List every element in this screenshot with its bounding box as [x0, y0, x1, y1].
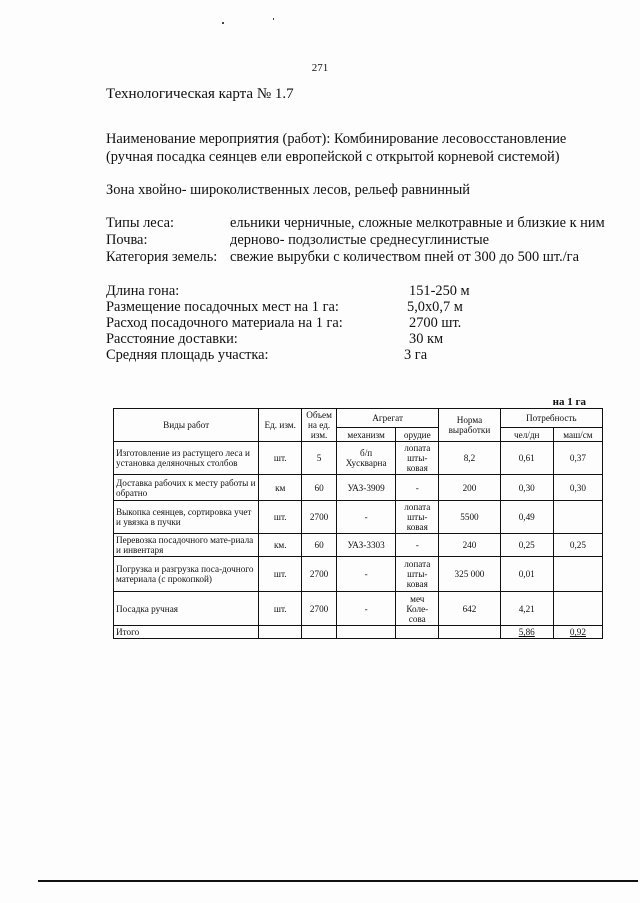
cell-machine-shifts: 0,30: [553, 475, 602, 501]
param-label: Расход посадочного материала на 1 га:: [106, 315, 343, 331]
cell-unit: шт.: [259, 592, 302, 626]
soil-value: дерново- подзолистые среднесуглинистые: [230, 232, 490, 248]
cell-norm: 325 000: [439, 557, 500, 592]
table-row: [114, 442, 603, 475]
cell-volume: 60: [302, 475, 337, 501]
scan-speck: [222, 22, 224, 24]
scan-speck: [273, 18, 274, 20]
header-unit: Ед. изм.: [259, 409, 302, 442]
param-label: Расстояние доставки:: [106, 331, 238, 347]
cell-norm: 240: [439, 534, 500, 557]
cell-norm: 642: [439, 592, 500, 626]
cell-unit: шт.: [259, 557, 302, 592]
cell-machine-shifts: [553, 557, 602, 592]
param-value: 5,0х0,7 м: [407, 299, 463, 315]
cell-norm: 5500: [439, 501, 500, 534]
header-work: Виды работ: [114, 409, 259, 442]
cell-man-days: 0,30: [500, 475, 553, 501]
works-table: [113, 408, 603, 639]
table-row: [114, 534, 603, 557]
cell-machine-shifts: 0,37: [553, 442, 602, 475]
header-mechanism: механизм: [336, 428, 395, 442]
table-row: [114, 592, 603, 626]
cell-machine-shifts: 0,25: [553, 534, 602, 557]
cell-tool: лопата шты-ковая: [396, 442, 439, 475]
cell-work: Погрузка и разгрузка поса-дочного материала (с прокопкой): [114, 557, 259, 592]
table-row: [114, 475, 603, 501]
cell-mechanism: УАЗ-3303: [336, 534, 395, 557]
header-tool: орудие: [396, 428, 439, 442]
forest-types-label: Типы леса:: [106, 215, 174, 231]
header-aggregate: Агрегат: [336, 409, 438, 428]
header-machine-shifts: маш/см: [553, 428, 602, 442]
card-title: Технологическая карта № 1.7: [106, 86, 294, 102]
cell-machine-shifts: [553, 501, 602, 534]
cell-tool: меч Коле-сова: [396, 592, 439, 626]
cell-man-days: 0,25: [500, 534, 553, 557]
total-machine-shifts: 0,92: [553, 626, 602, 639]
soil-label: Почва:: [106, 232, 148, 248]
activity-line-2: (ручная посадка сеянцев ели европейской с открытой корневой системой): [106, 149, 560, 165]
total-empty-cell: [336, 626, 395, 639]
page-number: 271: [311, 62, 329, 74]
cell-man-days: 0,01: [500, 557, 553, 592]
cell-work: Изготовление из растущего леса и установка деляночных столбов: [114, 442, 259, 475]
param-value: 3 га: [404, 347, 428, 363]
header-need: Потребность: [500, 409, 602, 428]
cell-volume: 2700: [302, 557, 337, 592]
cell-mechanism: -: [336, 592, 395, 626]
cell-man-days: 0,49: [500, 501, 553, 534]
cell-tool: -: [396, 475, 439, 501]
cell-mechanism: -: [336, 501, 395, 534]
total-man-days: 5,86: [500, 626, 553, 639]
unit-note: на 1 га: [552, 396, 586, 408]
cell-volume: 2700: [302, 501, 337, 534]
total-empty-cell: [302, 626, 337, 639]
param-label: Средняя площадь участка:: [106, 347, 269, 363]
cell-unit: км: [259, 475, 302, 501]
table-total-row: [114, 626, 603, 639]
header-norm: Норма выработки: [439, 409, 500, 442]
param-value: 2700 шт.: [409, 315, 462, 331]
cell-man-days: 4,21: [500, 592, 553, 626]
total-empty-cell: [439, 626, 500, 639]
bottom-rule: [38, 880, 638, 882]
cell-work: Выкопка сеянцев, сортировка учет и увязка в пучки: [114, 501, 259, 534]
land-category-value: свежие вырубки с количеством пней от 300 до 500 шт./га: [230, 249, 579, 265]
total-empty-cell: [396, 626, 439, 639]
cell-work: Перевозка посадочного мате-риала и инвентаря: [114, 534, 259, 557]
total-empty-cell: [259, 626, 302, 639]
table-row: [114, 501, 603, 534]
cell-work: Посадка ручная: [114, 592, 259, 626]
param-label: Размещение посадочных мест на 1 га:: [106, 299, 339, 315]
cell-tool: лопата шты-ковая: [396, 501, 439, 534]
cell-unit: км.: [259, 534, 302, 557]
cell-volume: 60: [302, 534, 337, 557]
activity-line-1: Наименование мероприятия (работ): Комбинирование лесовосстановление: [106, 131, 567, 147]
cell-norm: 200: [439, 475, 500, 501]
cell-tool: лопата шты-ковая: [396, 557, 439, 592]
cell-unit: шт.: [259, 442, 302, 475]
cell-tool: -: [396, 534, 439, 557]
param-value: 30 км: [409, 331, 444, 347]
header-volume: Объем на ед. изм.: [302, 409, 337, 442]
cell-mechanism: УАЗ-3909: [336, 475, 395, 501]
forest-types-value: ельники черничные, сложные мелкотравные и близкие к ним: [230, 215, 605, 231]
cell-mechanism: -: [336, 557, 395, 592]
cell-volume: 5: [302, 442, 337, 475]
table-row: [114, 557, 603, 592]
cell-volume: 2700: [302, 592, 337, 626]
header-man-days: чел/дн: [500, 428, 553, 442]
total-label: Итого: [114, 626, 259, 639]
cell-machine-shifts: [553, 592, 602, 626]
cell-man-days: 0,61: [500, 442, 553, 475]
param-label: Длина гона:: [106, 283, 180, 299]
zone-line: Зона хвойно- широколиственных лесов, рельеф равнинный: [106, 182, 470, 198]
param-value: 151-250 м: [409, 283, 470, 299]
cell-mechanism: б/п Хускварна: [336, 442, 395, 475]
cell-unit: шт.: [259, 501, 302, 534]
land-category-label: Категория земель:: [106, 249, 218, 265]
cell-norm: 8,2: [439, 442, 500, 475]
cell-work: Доставка рабочих к месту работы и обратно: [114, 475, 259, 501]
